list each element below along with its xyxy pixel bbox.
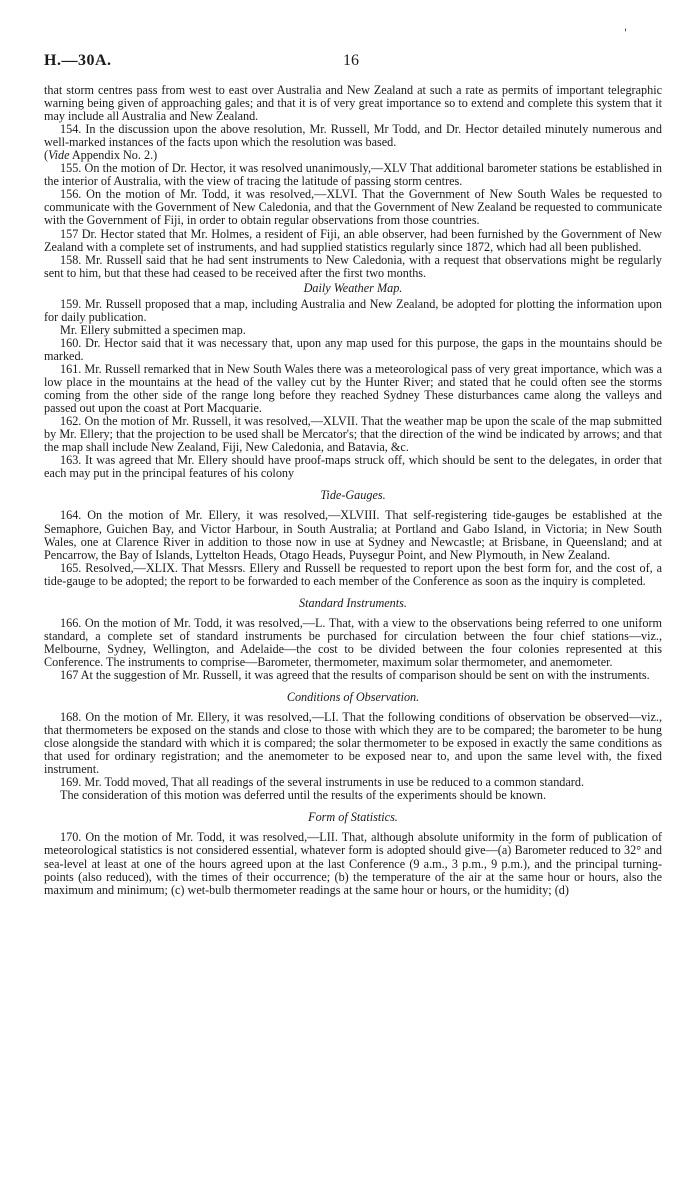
paragraph-169: 169. Mr. Todd moved, That all readings of the several instruments in use be reduced to a common standard.: [60, 775, 584, 790]
paragraph-159-note: Mr. Ellery submitted a specimen map.: [60, 322, 246, 337]
appendix-reference: (Vide Appendix No. 2.): [44, 148, 158, 163]
paragraph-170: 170. On the motion of Mr. Todd, it was resolved,—LII. That, although absolute uniformity in the form of publication of meteorological statistics is not considered essential, whatever form is adopted should give—(a) Barometer reduced to 32° and sea-level at least at one of the hours agreed upon at the last Conference (9 a.m., 3 p.m., 9 p.m.), and the principal turning-points (also reduced), with the times of their occurrence; (b) the temperature of the air at the same hour or hours, also the maximum and minimum; (c) wet-bulb thermometer readings at the same hour or hours, or the humidity; (d): [44, 830, 662, 897]
page-number: 16: [343, 52, 359, 69]
paragraph-166: 166. On the motion of Mr. Todd, it was resolved,—L. That, with a view to the observations being referred to one uniform standard, a complete set of standard instruments be purchased for circulation between the four chief stations—viz., Melbourne, Sydney, Wellington, and Adelaide—the cost to be divided between the four colonies represented at this Conference. The instruments to comprise—Barometer, thermometer, maximum solar thermometer, and anemometer.: [44, 615, 662, 669]
section-heading-tide-gauges: Tide-Gauges.: [320, 488, 386, 503]
paragraph-164: 164. On the motion of Mr. Ellery, it was resolved,—XLVIII. That self-registering tide-gauges be established at the Semaphore, Guichen Bay, and Victor Harbour, in South Australia; at Portland and Gabo Island, in Victoria; in New South Wales, one at Clarence River in addition to those now in use at Sydney and Newcastle; at Brisbane, in Queensland; and at Pencarrow, the Bay of Islands, Lyttelton Heads, Otago Heads, Puysegur Point, and New Plymouth, in New Zealand.: [44, 508, 662, 562]
paragraph-157: 157 Dr. Hector stated that Mr. Holmes, a resident of Fiji, an able observer, had been furnished by the Government of New Zealand with a complete set of instruments, and had supplied statistics regularly since 1872, which had all been published.: [44, 226, 662, 254]
paragraph-162: 162. On the motion of Mr. Russell, it was resolved,—XLVII. That the weather map be upon the scale of the map submitted by Mr. Ellery; that the projection to be used shall be Mercator's; that the direction of the wind be indicated by arrows; and that the map shall include New Zealand, Fiji, New Caledonia, and Batavia, &c.: [44, 414, 662, 455]
paragraph-160: 160. Dr. Hector said that it was necessary that, upon any map used for this purpose, the gaps in the mountains should be marked.: [44, 335, 662, 363]
paragraph-163: 163. It was agreed that Mr. Ellery should have proof-maps struck off, which should be sent to the delegates, in order that each may put in the principal features of his colony: [44, 453, 662, 481]
margin-mark: ': [624, 28, 627, 39]
paragraph-165: 165. Resolved,—XLIX. That Messrs. Ellery and Russell be requested to report upon the best form for, and the cost of, a tide-gauge to be adopted; the report to be forwarded to each member of the Conference as soon as the inquiry is completed.: [44, 560, 662, 588]
section-heading-form-of-statistics: Form of Statistics.: [308, 810, 398, 825]
document-code: H.—30A.: [44, 52, 112, 69]
appendix-text: Appendix No. 2.): [69, 148, 158, 163]
paragraph-169-note: The consideration of this motion was deferred until the results of the experiments should be known.: [60, 788, 547, 803]
page-header: [44, 52, 658, 74]
section-heading-standard-instruments: Standard Instruments.: [299, 595, 407, 610]
paragraph-158: 158. Mr. Russell said that he had sent instruments to New Caledonia, with a request that observations might be regularly sent to him, but that these had ceased to be received after the first two months.: [44, 252, 662, 280]
paragraph-156: 156. On the motion of Mr. Todd, it was resolved,—XLVI. That the Government of New South Wales be requested to communicate with the Government of New Caledonia, and that the Government of New Zealand be requested to communicate with the Government of Fiji, in order to obtain regular observations from those countries.: [44, 187, 662, 228]
paragraph-168: 168. On the motion of Mr. Ellery, it was resolved,—LI. That the following conditions of observation be observed—viz., that thermometers be exposed on the stands and close to those with which they are to be compared; the barometer to be hung close alongside the standard with which it is compared; the solar thermometer to be exposed in exactly the same conditions as that used for ordinary registration; and the anemometer to be exposed near to, and upon the same level with, the fixed instrument.: [44, 710, 662, 777]
section-heading-daily-weather-map: Daily Weather Map.: [303, 280, 403, 295]
paragraph-continued: that storm centres pass from west to east over Australia and New Zealand at such a rate as permits of important telegraphic warning being given of approaching gales; and that it is of very great importance so to extend and complete this system that it may include all Australia and New Zealand.: [44, 83, 662, 124]
document-body: [44, 84, 662, 897]
paragraph-167: 167 At the suggestion of Mr. Russell, it was agreed that the results of comparison should be sent on with the instruments.: [60, 667, 650, 682]
section-heading-conditions: Conditions of Observation.: [286, 690, 420, 705]
paragraph-161: 161. Mr. Russell remarked that in New South Wales there was a meteorological pass of very great importance, which was a low place in the mountains at the head of the valley cut by the Hunter River; and stated that he could often see the storms coming from the other side of the range long before they reached Sydney These disturbances came along the valleys and passed out upon the coast at Port Macquarie.: [44, 361, 662, 416]
paragraph-154: 154. In the discussion upon the above resolution, Mr. Russell, Mr Todd, and Dr. Hector detailed minutely numerous and well-marked instances of the facts upon which the resolution was based.: [44, 122, 662, 150]
paragraph-159: 159. Mr. Russell proposed that a map, including Australia and New Zealand, be adopted for plotting the information upon for daily publication.: [44, 296, 662, 324]
vide-label: Vide: [48, 148, 70, 163]
paragraph-155: 155. On the motion of Dr. Hector, it was resolved unanimously,—XLV That additional barometer stations be established in the interior of Australia, with the view of tracing the latitude of passing storm centres.: [44, 161, 662, 189]
